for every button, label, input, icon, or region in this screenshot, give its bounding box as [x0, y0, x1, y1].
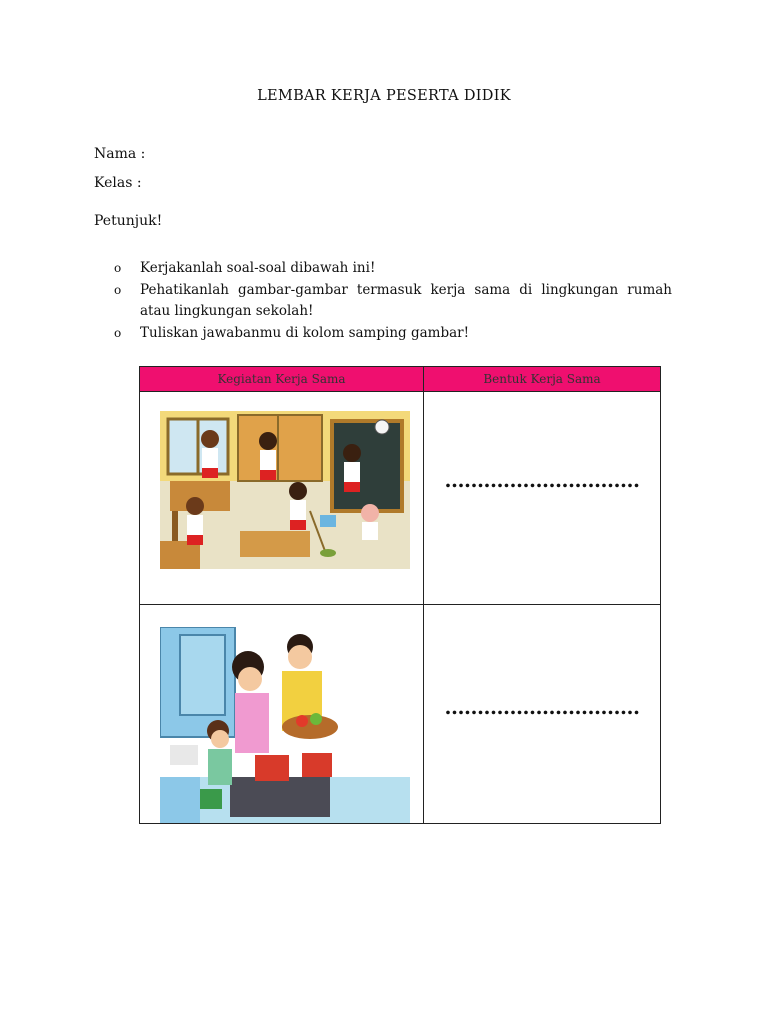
list-item	[94, 258, 672, 280]
activity-cell	[140, 392, 424, 605]
answer-blank[interactable]: …………………………	[444, 695, 640, 719]
answer-cell[interactable]	[424, 392, 661, 605]
answer-cell[interactable]	[424, 605, 661, 824]
class-field-label: Kelas :	[94, 175, 142, 191]
answer-blank[interactable]: …………………………	[444, 468, 640, 492]
instruction-heading: Petunjuk!	[94, 213, 163, 229]
worksheet-table	[139, 366, 661, 824]
instruction-text: Pehatikanlah gambar-gambar termasuk kerja sama di lingkungan rumah atau lingkungan sekolah!	[140, 281, 672, 319]
bullet-icon: o	[114, 325, 122, 340]
name-field-label: Nama :	[94, 146, 146, 162]
table-row	[140, 605, 661, 824]
list-item	[94, 280, 672, 323]
header-form: Bentuk Kerja Sama	[424, 367, 661, 392]
page-title: LEMBAR KERJA PESERTA DIDIK	[257, 88, 511, 104]
family-cooking-illustration	[160, 627, 410, 823]
bullet-icon: o	[114, 282, 122, 297]
table-row	[140, 392, 661, 605]
list-item	[94, 323, 672, 345]
header-activity: Kegiatan Kerja Sama	[140, 367, 424, 392]
table-header-row	[140, 367, 661, 392]
instruction-text: Tuliskan jawabanmu di kolom samping gambar!	[140, 324, 470, 341]
activity-cell	[140, 605, 424, 824]
bullet-icon: o	[114, 261, 122, 275]
classroom-cleaning-illustration	[160, 411, 410, 569]
instruction-list	[94, 258, 672, 344]
instruction-text: Kerjakanlah soal-soal dibawah ini!	[140, 260, 376, 276]
